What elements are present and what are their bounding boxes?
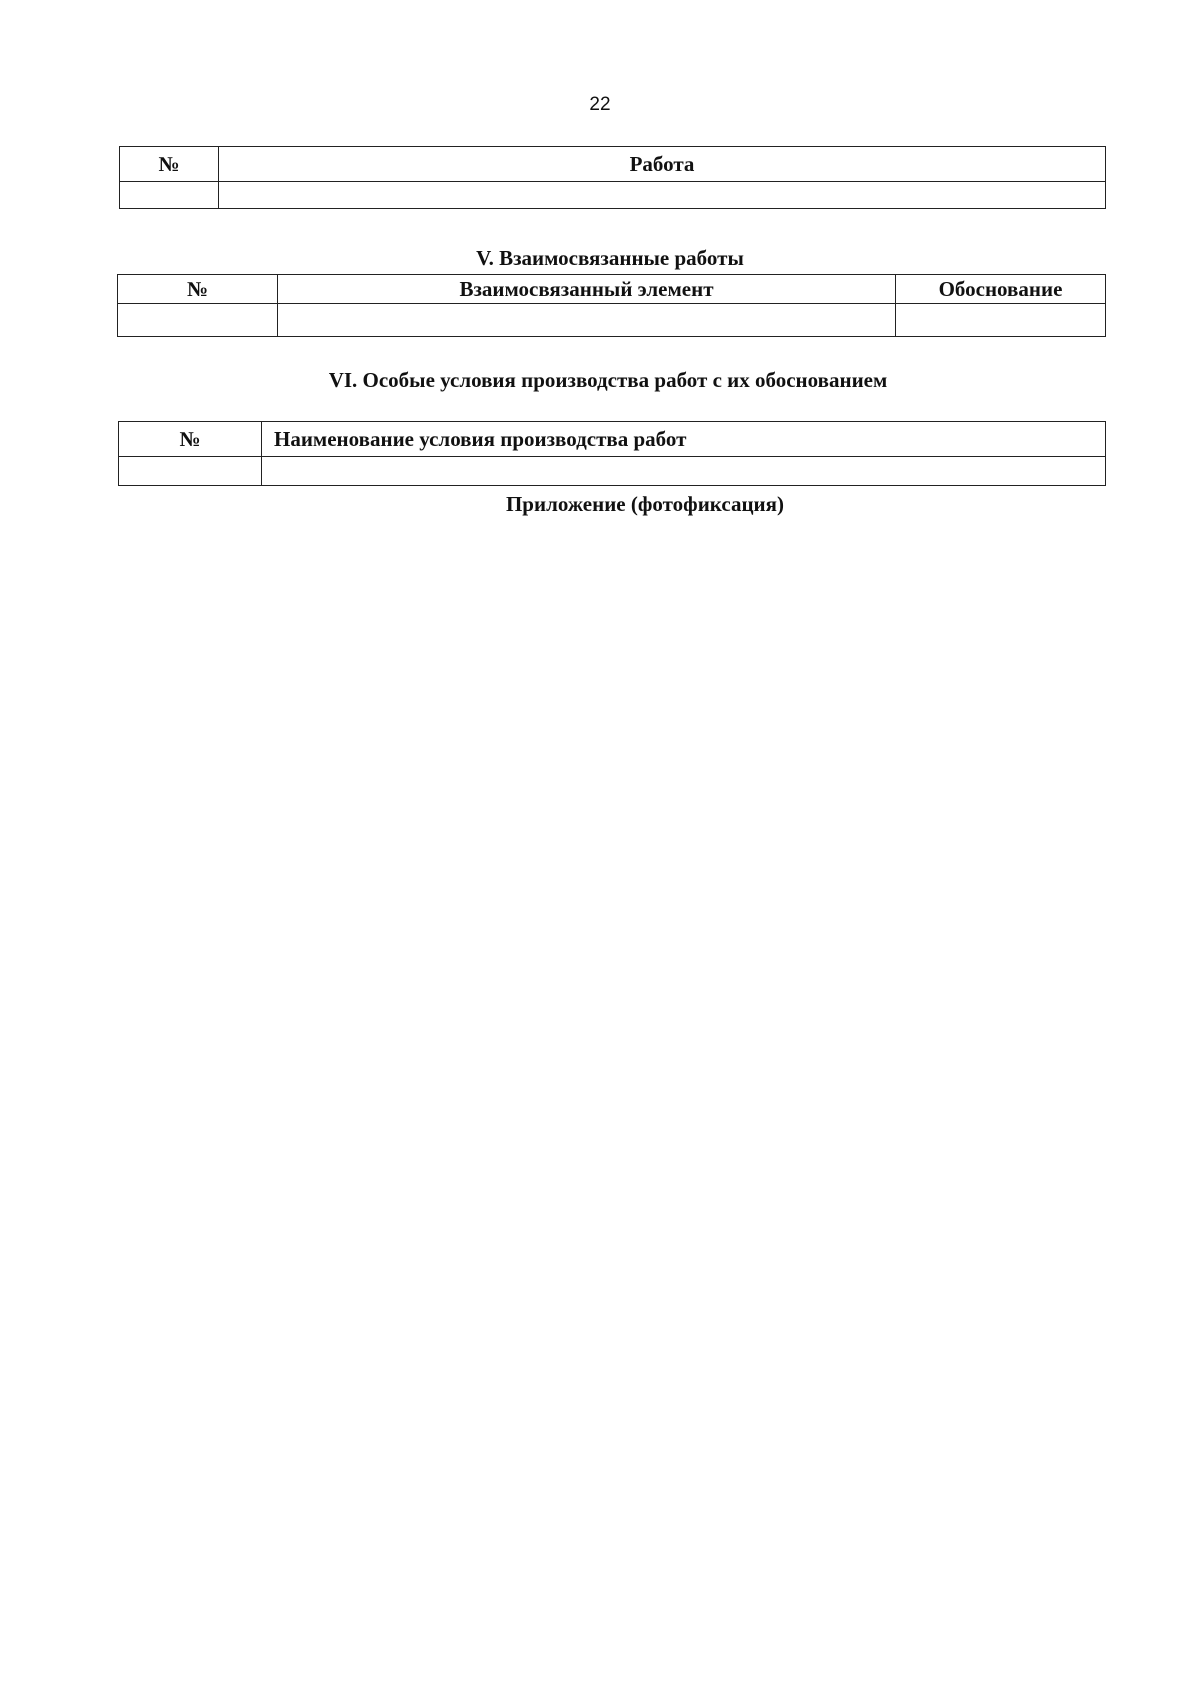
table-cell (219, 182, 1106, 209)
table-header-row (118, 275, 1106, 304)
table-header-row (119, 422, 1106, 457)
section-heading-special-conditions: VI. Особые условия производства работ с их обоснованием (328, 368, 888, 392)
table-header-row (120, 147, 1106, 182)
page-number: 22 (589, 94, 611, 115)
table-cell (278, 304, 896, 337)
column-header-related-element: Взаимосвязанный элемент (278, 275, 896, 304)
works-table (119, 146, 1106, 209)
table-row (118, 304, 1106, 337)
appendix-heading: Приложение (фотофиксация) (505, 492, 785, 516)
column-header-justification: Обоснование (896, 275, 1106, 304)
table-cell (118, 304, 278, 337)
table-row (120, 182, 1106, 209)
column-header-number: № (119, 422, 262, 457)
table-row (119, 457, 1106, 486)
column-header-condition-name: Наименование условия производства работ (262, 422, 1106, 457)
section-heading-related-works: V. Взаимосвязанные работы (476, 246, 744, 270)
column-header-work: Работа (219, 147, 1106, 182)
special-conditions-table (118, 421, 1106, 486)
table-cell (262, 457, 1106, 486)
table-cell (119, 457, 262, 486)
table-cell (896, 304, 1106, 337)
related-works-table (117, 274, 1106, 337)
column-header-number: № (118, 275, 278, 304)
column-header-number: № (120, 147, 219, 182)
table-cell (120, 182, 219, 209)
